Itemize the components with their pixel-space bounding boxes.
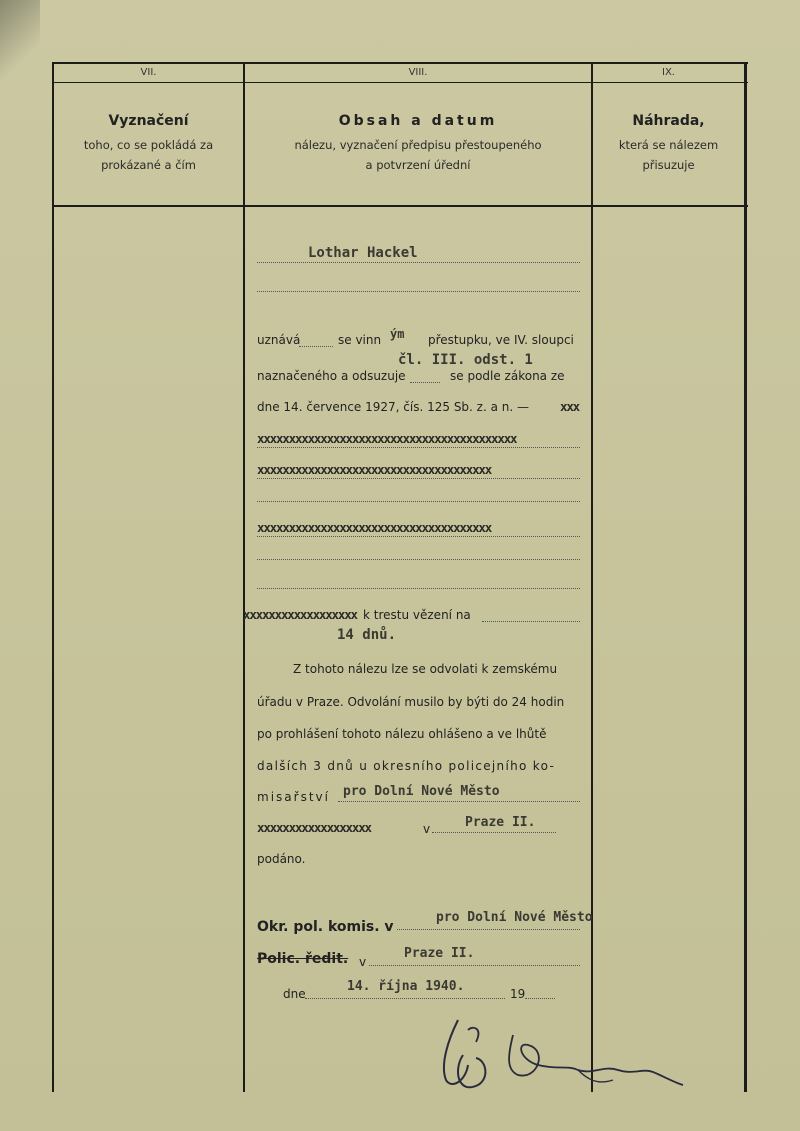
date-dotted-line: [305, 998, 505, 999]
okr-dotted-line: [397, 929, 580, 930]
offender-name: Lothar Hackel: [308, 245, 418, 261]
table-left-border: [52, 62, 54, 1092]
typed-office: pro Dolní Nové Město: [343, 784, 500, 799]
blank-dotted-line-3: [257, 559, 580, 560]
text-se-podle: se podle zákona ze: [450, 369, 565, 383]
column-number-vii: VII.: [140, 67, 157, 78]
office-dotted-line: [338, 801, 580, 802]
column-subtitle-viii-1: nálezu, vyznačení předpisu přestoupeného: [294, 138, 542, 152]
column-subtitle-ix-1: která se nálezem: [618, 138, 719, 152]
typed-praze: Praze II.: [465, 815, 536, 830]
text-naznaceneho: naznačeného a odsuzuje: [257, 369, 406, 383]
text-polic-redit: Polic. ředit.: [257, 951, 349, 967]
appeal-line-3: po prohlášení tohoto nálezu ohlášeno a ve lhůtě: [257, 727, 547, 741]
appeal-line-4: dalších 3 dnů u okresního policejního ko-: [257, 759, 556, 773]
name-dotted-line: [257, 262, 580, 263]
column-subtitle-vii-2: prokázané a čím: [101, 158, 196, 172]
text-podano: podáno.: [257, 852, 306, 866]
typed-clanek: čl. III. odst. 1: [398, 352, 533, 368]
folded-corner: [0, 0, 40, 80]
blank-dotted-line-1: [257, 291, 580, 292]
column-subtitle-viii-2: a potvrzení úřední: [365, 158, 471, 172]
uznava-dotted-line: [299, 346, 333, 347]
struck-text-1: xxx: [560, 399, 579, 414]
struck-dotted-line-4: [257, 536, 580, 537]
column-divider-2: [591, 62, 593, 1092]
column-number-viii: VIII.: [408, 67, 428, 78]
praze2-dotted-line: [369, 965, 580, 966]
column-title-vyznaceni: Vyznačení: [108, 113, 189, 129]
naznaceneho-dotted-line: [410, 382, 440, 383]
handwritten-signature: [428, 1010, 688, 1100]
text-v: v: [423, 822, 431, 836]
text-uznava: uznává: [257, 333, 301, 347]
column-number-rule: [52, 82, 748, 83]
column-subtitle-vii-1: toho, co se pokládá za: [83, 138, 214, 152]
struck-text-4: xxxxxxxxxxxxxxxxxxxxxxxxxxxxxxxxxxxxx: [257, 520, 492, 535]
text-misarstvi: misařství: [257, 790, 330, 804]
blank-dotted-line-4: [257, 588, 580, 589]
typed-office-2: pro Dolní Nové Město: [436, 910, 593, 925]
column-title-nahrada: Náhrada,: [632, 113, 705, 129]
header-bottom-rule: [52, 205, 748, 207]
typed-praze-2: Praze II.: [404, 946, 475, 961]
column-number-ix: IX.: [662, 67, 675, 78]
k-trestu-dotted-line: [482, 621, 580, 622]
typed-days: 14 dnů.: [337, 627, 397, 643]
text-19: 19: [510, 987, 526, 1001]
year-dotted-line: [525, 998, 555, 999]
text-k-trestu: k trestu vězení na: [363, 608, 471, 622]
blank-dotted-line-2: [257, 501, 580, 502]
appeal-line-1: Z tohoto nálezu lze se odvolati k zemskému: [293, 662, 558, 676]
typed-ym: ým: [390, 327, 405, 341]
text-dne: dne: [283, 987, 306, 1001]
text-prestupku: přestupku, ve IV. sloupci: [428, 333, 574, 347]
struck-dotted-line-3: [257, 478, 580, 479]
struck-text-3: xxxxxxxxxxxxxxxxxxxxxxxxxxxxxxxxxxxxx: [257, 462, 492, 477]
typed-date: 14. října 1940.: [347, 979, 465, 994]
column-subtitle-ix-2: přisuzuje: [642, 158, 695, 172]
column-divider-1: [243, 62, 245, 1092]
text-zakon-date: dne 14. července 1927, čís. 125 Sb. z. a n. —: [257, 400, 530, 414]
struck-text-2: xxxxxxxxxxxxxxxxxxxxxxxxxxxxxxxxxxxxxxxxx: [257, 431, 517, 446]
struck-text-6: xxxxxxxxxxxxxxxxxx: [257, 820, 371, 835]
struck-dotted-line-2: [257, 447, 580, 448]
struck-text-5: xxxxxxxxxxxxxxxxxx: [243, 607, 357, 622]
column-title-obsah: Obsah a datum: [338, 113, 498, 129]
text-se-vinn: se vinn: [338, 333, 382, 347]
table-right-border: [744, 62, 747, 1092]
text-v-2: v: [359, 955, 367, 969]
text-okr-pol-komis: Okr. pol. komis. v: [257, 919, 394, 935]
appeal-line-2: úřadu v Praze. Odvolání musilo by býti do 24 hodin: [257, 695, 565, 709]
table-top-border: [52, 62, 748, 64]
praze-dotted-line: [432, 832, 556, 833]
